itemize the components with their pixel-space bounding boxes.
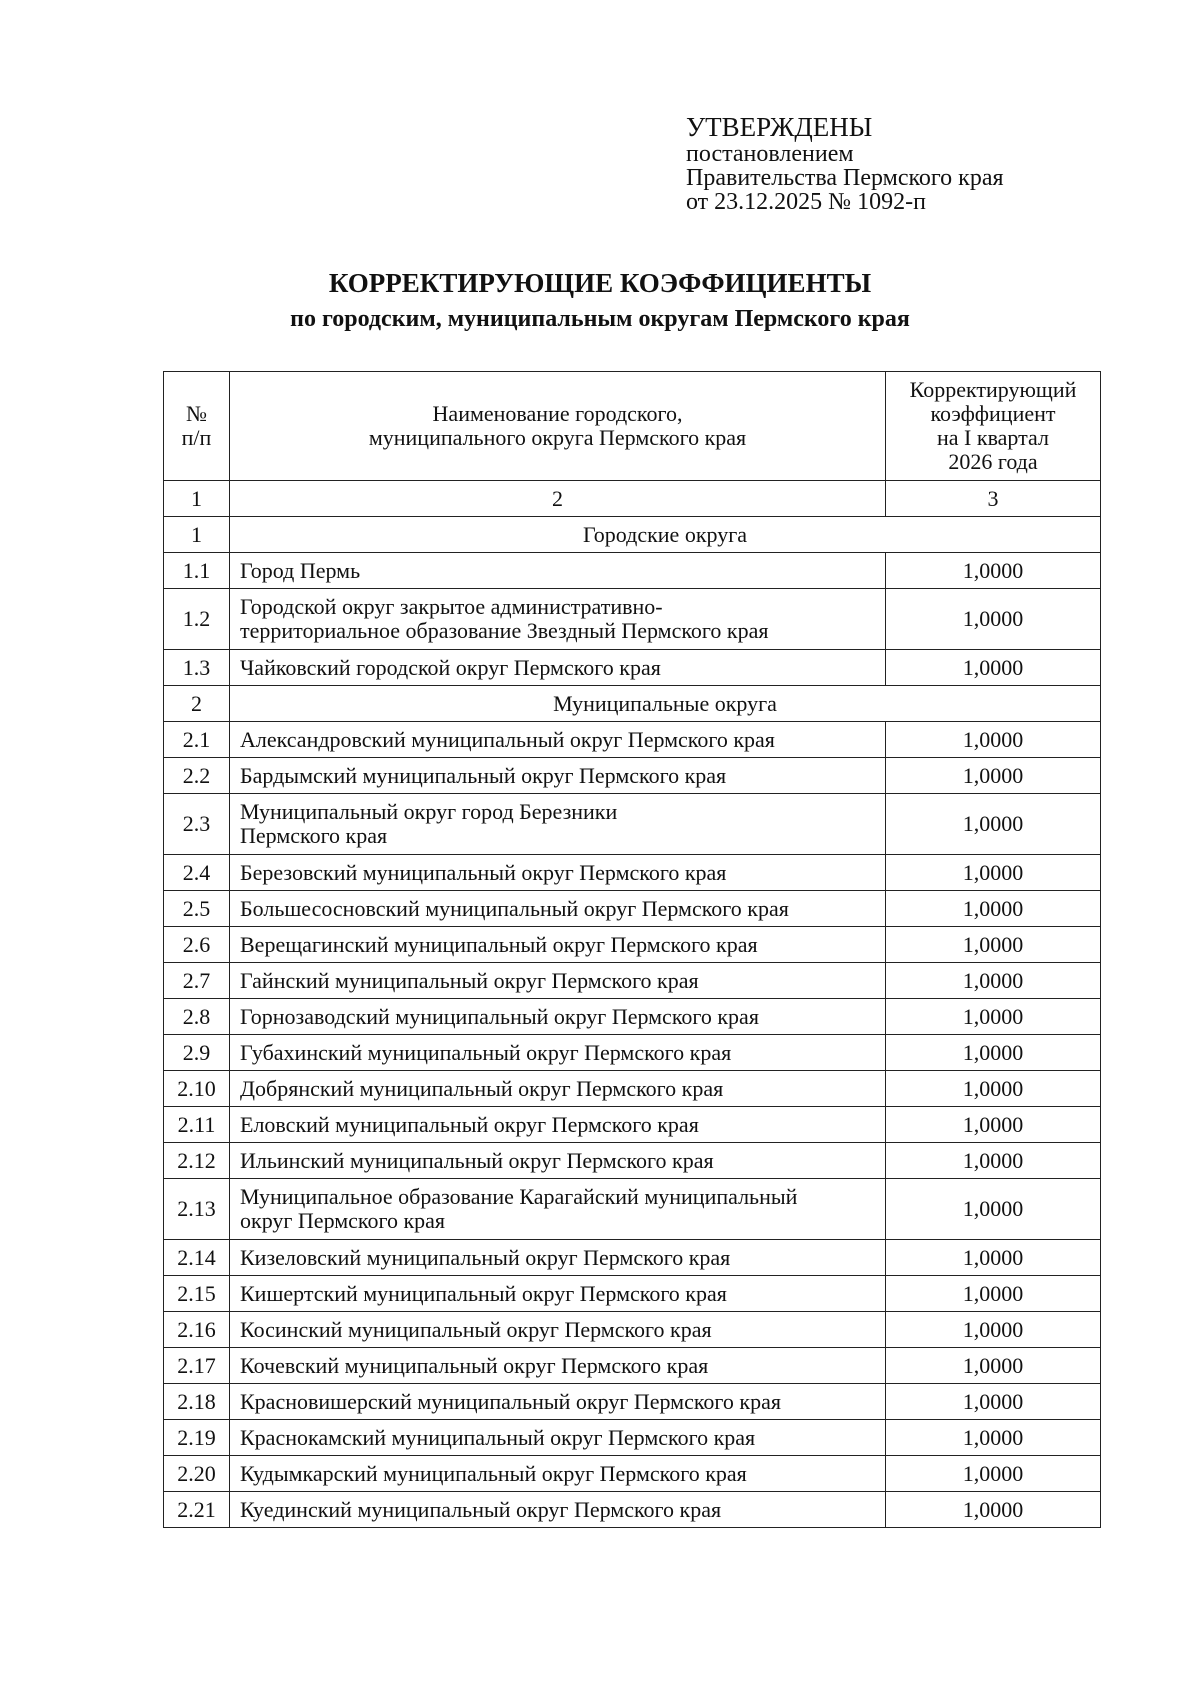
district-name-line: Кишертский муниципальный округ Пермского края	[240, 1280, 727, 1306]
district-name	[230, 999, 886, 1035]
coefficient-value: 1,0000	[886, 794, 1101, 855]
row-number: 2.4	[164, 855, 230, 891]
district-name	[230, 1179, 886, 1240]
row-number: 1.1	[164, 553, 230, 589]
column-index: 1	[164, 481, 230, 517]
district-name-line: Краснокамский муниципальный округ Пермского края	[240, 1424, 756, 1450]
section-number: 1	[164, 517, 230, 553]
district-name	[230, 1276, 886, 1312]
district-name-line: Александровский муниципальный округ Пермского края	[240, 726, 775, 752]
district-name-line: Муниципальное образование Карагайский муниципальный	[240, 1184, 798, 1209]
district-name-line: Чайковский городской округ Пермского края	[240, 654, 661, 680]
section-row	[164, 686, 1101, 722]
section-number: 2	[164, 686, 230, 722]
table-row	[164, 1143, 1101, 1179]
district-name-line: Добрянский муниципальный округ Пермского края	[240, 1075, 724, 1101]
table-row	[164, 1312, 1101, 1348]
table-row	[164, 650, 1101, 686]
district-name	[230, 722, 886, 758]
header-name: Наименование городского, муниципального округа Пермского края	[230, 372, 886, 481]
table-row	[164, 1420, 1101, 1456]
district-name-line: Кудымкарский муниципальный округ Пермского края	[240, 1460, 747, 1486]
coefficient-value: 1,0000	[886, 1276, 1101, 1312]
coefficient-value: 1,0000	[886, 999, 1101, 1035]
coefficient-value: 1,0000	[886, 1348, 1101, 1384]
district-name	[230, 963, 886, 999]
coefficient-value: 1,0000	[886, 1384, 1101, 1420]
coefficients-table	[163, 371, 1101, 1528]
district-name-line: Кочевский муниципальный округ Пермского края	[240, 1352, 709, 1378]
row-number: 2.11	[164, 1107, 230, 1143]
column-index: 3	[886, 481, 1101, 517]
coefficient-value: 1,0000	[886, 553, 1101, 589]
row-number: 2.13	[164, 1179, 230, 1240]
approval-line: от 23.12.2025 № 1092-п	[686, 189, 926, 215]
table-row	[164, 1035, 1101, 1071]
table-row	[164, 589, 1101, 650]
district-name-line: Куединский муниципальный округ Пермского края	[240, 1496, 722, 1522]
district-name	[230, 650, 886, 686]
district-name	[230, 1420, 886, 1456]
coefficient-value: 1,0000	[886, 1312, 1101, 1348]
coefficient-value: 1,0000	[886, 1107, 1101, 1143]
district-name-line: Ильинский муниципальный округ Пермского края	[240, 1147, 714, 1173]
row-number: 2.21	[164, 1492, 230, 1528]
coefficient-value: 1,0000	[886, 1071, 1101, 1107]
table-row	[164, 855, 1101, 891]
table-header-row	[164, 372, 1101, 481]
district-name-line: Верещагинский муниципальный округ Пермского края	[240, 931, 758, 957]
table-row	[164, 758, 1101, 794]
table-row	[164, 1348, 1101, 1384]
district-name-line: Город Пермь	[240, 557, 361, 583]
header-number: № п/п	[164, 372, 230, 481]
coefficient-value: 1,0000	[886, 1035, 1101, 1071]
district-name-line: Еловский муниципальный округ Пермского края	[240, 1111, 699, 1137]
district-name	[230, 553, 886, 589]
table-row	[164, 794, 1101, 855]
table-row	[164, 1179, 1101, 1240]
row-number: 2.18	[164, 1384, 230, 1420]
district-name-line: Большесосновский муниципальный округ Пермского края	[240, 895, 789, 921]
section-row	[164, 517, 1101, 553]
row-number: 2.6	[164, 927, 230, 963]
row-number: 2.5	[164, 891, 230, 927]
district-name-line: Пермского края	[240, 823, 388, 848]
district-name	[230, 758, 886, 794]
table-row	[164, 722, 1101, 758]
row-number: 2.15	[164, 1276, 230, 1312]
row-number: 2.3	[164, 794, 230, 855]
district-name	[230, 891, 886, 927]
district-name	[230, 855, 886, 891]
district-name-line: Губахинский муниципальный округ Пермского края	[240, 1039, 732, 1065]
row-number: 2.1	[164, 722, 230, 758]
district-name-line: Березовский муниципальный округ Пермского края	[240, 859, 727, 885]
approval-line: постановлением	[686, 141, 854, 167]
district-name	[230, 1492, 886, 1528]
row-number: 2.2	[164, 758, 230, 794]
district-name	[230, 1348, 886, 1384]
row-number: 1.3	[164, 650, 230, 686]
district-name	[230, 1384, 886, 1420]
table-row	[164, 1071, 1101, 1107]
column-index: 2	[230, 481, 886, 517]
coefficient-value: 1,0000	[886, 1240, 1101, 1276]
coefficient-value: 1,0000	[886, 1492, 1101, 1528]
row-number: 2.19	[164, 1420, 230, 1456]
table-row	[164, 891, 1101, 927]
coefficient-value: 1,0000	[886, 650, 1101, 686]
coefficient-value: 1,0000	[886, 855, 1101, 891]
coefficient-value: 1,0000	[886, 891, 1101, 927]
district-name-line: Горнозаводский муниципальный округ Пермского края	[240, 1003, 759, 1029]
table-row	[164, 1240, 1101, 1276]
document-subtitle: по городским, муниципальным округам Пермского края	[290, 306, 910, 332]
document-title: КОРРЕКТИРУЮЩИЕ КОЭФФИЦИЕНТЫ	[328, 268, 872, 298]
district-name	[230, 1143, 886, 1179]
row-number: 2.12	[164, 1143, 230, 1179]
district-name	[230, 1071, 886, 1107]
coefficient-value: 1,0000	[886, 758, 1101, 794]
coefficient-value: 1,0000	[886, 1179, 1101, 1240]
table-row	[164, 553, 1101, 589]
approval-stamp	[686, 112, 1004, 214]
section-title: Муниципальные округа	[230, 686, 1101, 722]
district-name-line: округ Пермского края	[240, 1208, 446, 1233]
table-row	[164, 999, 1101, 1035]
table-row	[164, 1492, 1101, 1528]
district-name	[230, 927, 886, 963]
row-number: 2.8	[164, 999, 230, 1035]
coefficient-value: 1,0000	[886, 1143, 1101, 1179]
district-name	[230, 1456, 886, 1492]
district-name-line: Бардымский муниципальный округ Пермского края	[240, 762, 727, 788]
district-name	[230, 1107, 886, 1143]
coefficient-value: 1,0000	[886, 963, 1101, 999]
table-body	[164, 372, 1101, 1528]
row-number: 2.16	[164, 1312, 230, 1348]
district-name-line: Городской округ закрытое административно-	[240, 594, 663, 619]
row-number: 1.2	[164, 589, 230, 650]
district-name	[230, 1240, 886, 1276]
district-name-line: Гайнский муниципальный округ Пермского края	[240, 967, 699, 993]
table-row	[164, 1107, 1101, 1143]
district-name-line: Косинский муниципальный округ Пермского края	[240, 1316, 712, 1342]
column-index-row	[164, 481, 1101, 517]
district-name-line: Красновишерский муниципальный округ Пермского края	[240, 1388, 781, 1414]
header-coefficient: Корректирующий коэффициент на I квартал 2026 года	[886, 372, 1101, 481]
district-name	[230, 589, 886, 650]
district-name-line: Кизеловский муниципальный округ Пермского края	[240, 1244, 731, 1270]
district-name	[230, 1312, 886, 1348]
table-row	[164, 963, 1101, 999]
coefficient-value: 1,0000	[886, 589, 1101, 650]
row-number: 2.10	[164, 1071, 230, 1107]
coefficient-value: 1,0000	[886, 722, 1101, 758]
row-number: 2.17	[164, 1348, 230, 1384]
table-row	[164, 927, 1101, 963]
coefficient-value: 1,0000	[886, 1420, 1101, 1456]
section-title: Городские округа	[230, 517, 1101, 553]
row-number: 2.7	[164, 963, 230, 999]
coefficient-value: 1,0000	[886, 927, 1101, 963]
district-name	[230, 1035, 886, 1071]
district-name-line: Муниципальный округ город Березники	[240, 799, 618, 824]
table-row	[164, 1384, 1101, 1420]
table-row	[164, 1456, 1101, 1492]
row-number: 2.14	[164, 1240, 230, 1276]
row-number: 2.9	[164, 1035, 230, 1071]
coefficient-value: 1,0000	[886, 1456, 1101, 1492]
district-name	[230, 794, 886, 855]
district-name-line: территориальное образование Звездный Пермского края	[240, 618, 769, 643]
approval-line: Правительства Пермского края	[686, 165, 1004, 191]
table-row	[164, 1276, 1101, 1312]
approval-heading: УТВЕРЖДЕНЫ	[686, 112, 873, 142]
row-number: 2.20	[164, 1456, 230, 1492]
